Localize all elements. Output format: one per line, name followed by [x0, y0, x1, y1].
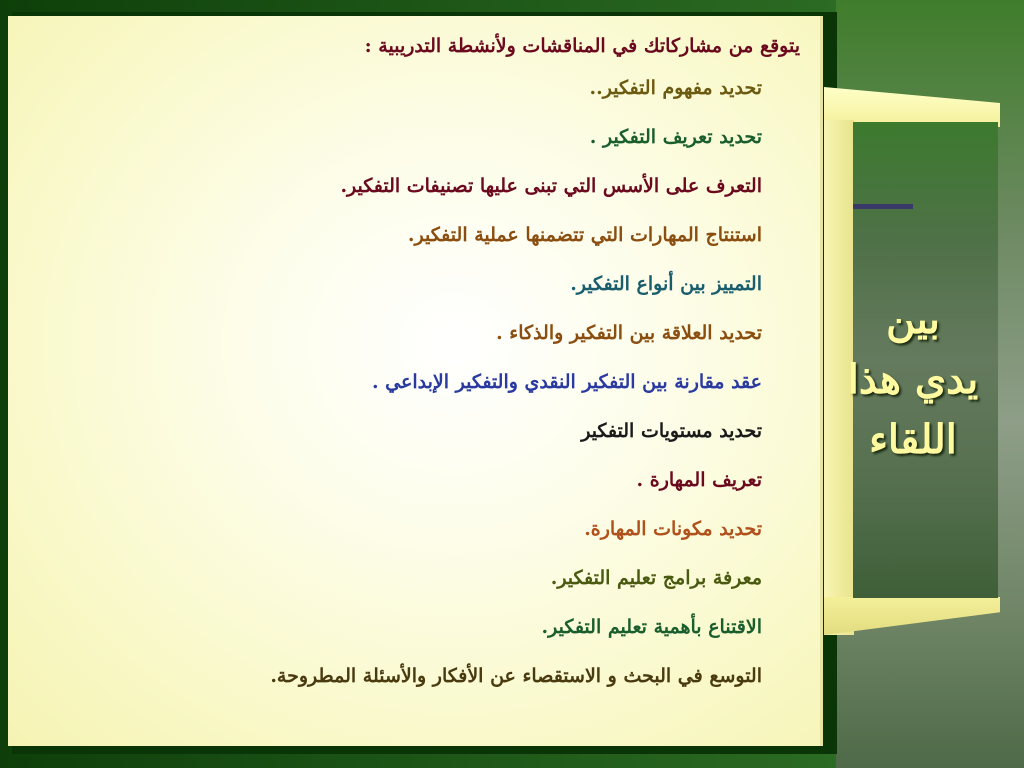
side-title-line: يدي هذا — [847, 356, 979, 403]
objective-item: تحديد تعريف التفكير . — [589, 126, 762, 148]
objective-item: التمييز بين أنواع التفكير. — [570, 273, 762, 295]
side-title-line: اللقاء — [869, 416, 957, 463]
accent-line — [853, 204, 913, 209]
slide-panel — [8, 16, 823, 746]
objectives-list — [40, 76, 800, 713]
slide-content — [40, 34, 800, 713]
objective-item: عقد مقارنة بين التفكير النقدي والتفكير الإبداعي . — [371, 371, 762, 393]
objective-item: تحديد مكونات المهارة. — [584, 518, 762, 540]
objective-item: تحديد العلاقة بين التفكير والذكاء . — [496, 322, 762, 344]
objective-item: تحديد مستويات التفكير — [581, 420, 762, 442]
side-title — [838, 290, 988, 470]
objective-item: استنتاج المهارات التي تتضمنها عملية التفكير. — [407, 224, 762, 246]
objective-item: معرفة برامج تعليم التفكير. — [550, 567, 762, 589]
objective-item: التوسع في البحث و الاستقصاء عن الأفكار والأسئلة المطروحة. — [270, 665, 762, 687]
objective-item: تحديد مفهوم التفكير.. — [589, 77, 762, 99]
objective-item: التعرف على الأسس التي تبنى عليها تصنيفات التفكير. — [340, 175, 762, 197]
side-title-line: بين — [886, 296, 940, 343]
slide-heading: يتوقع من مشاركاتك في المناقشات ولأنشطة التدريبية : — [364, 35, 800, 57]
objective-item: تعريف المهارة . — [636, 469, 762, 491]
objective-item: الاقتناع بأهمية تعليم التفكير. — [541, 616, 762, 638]
